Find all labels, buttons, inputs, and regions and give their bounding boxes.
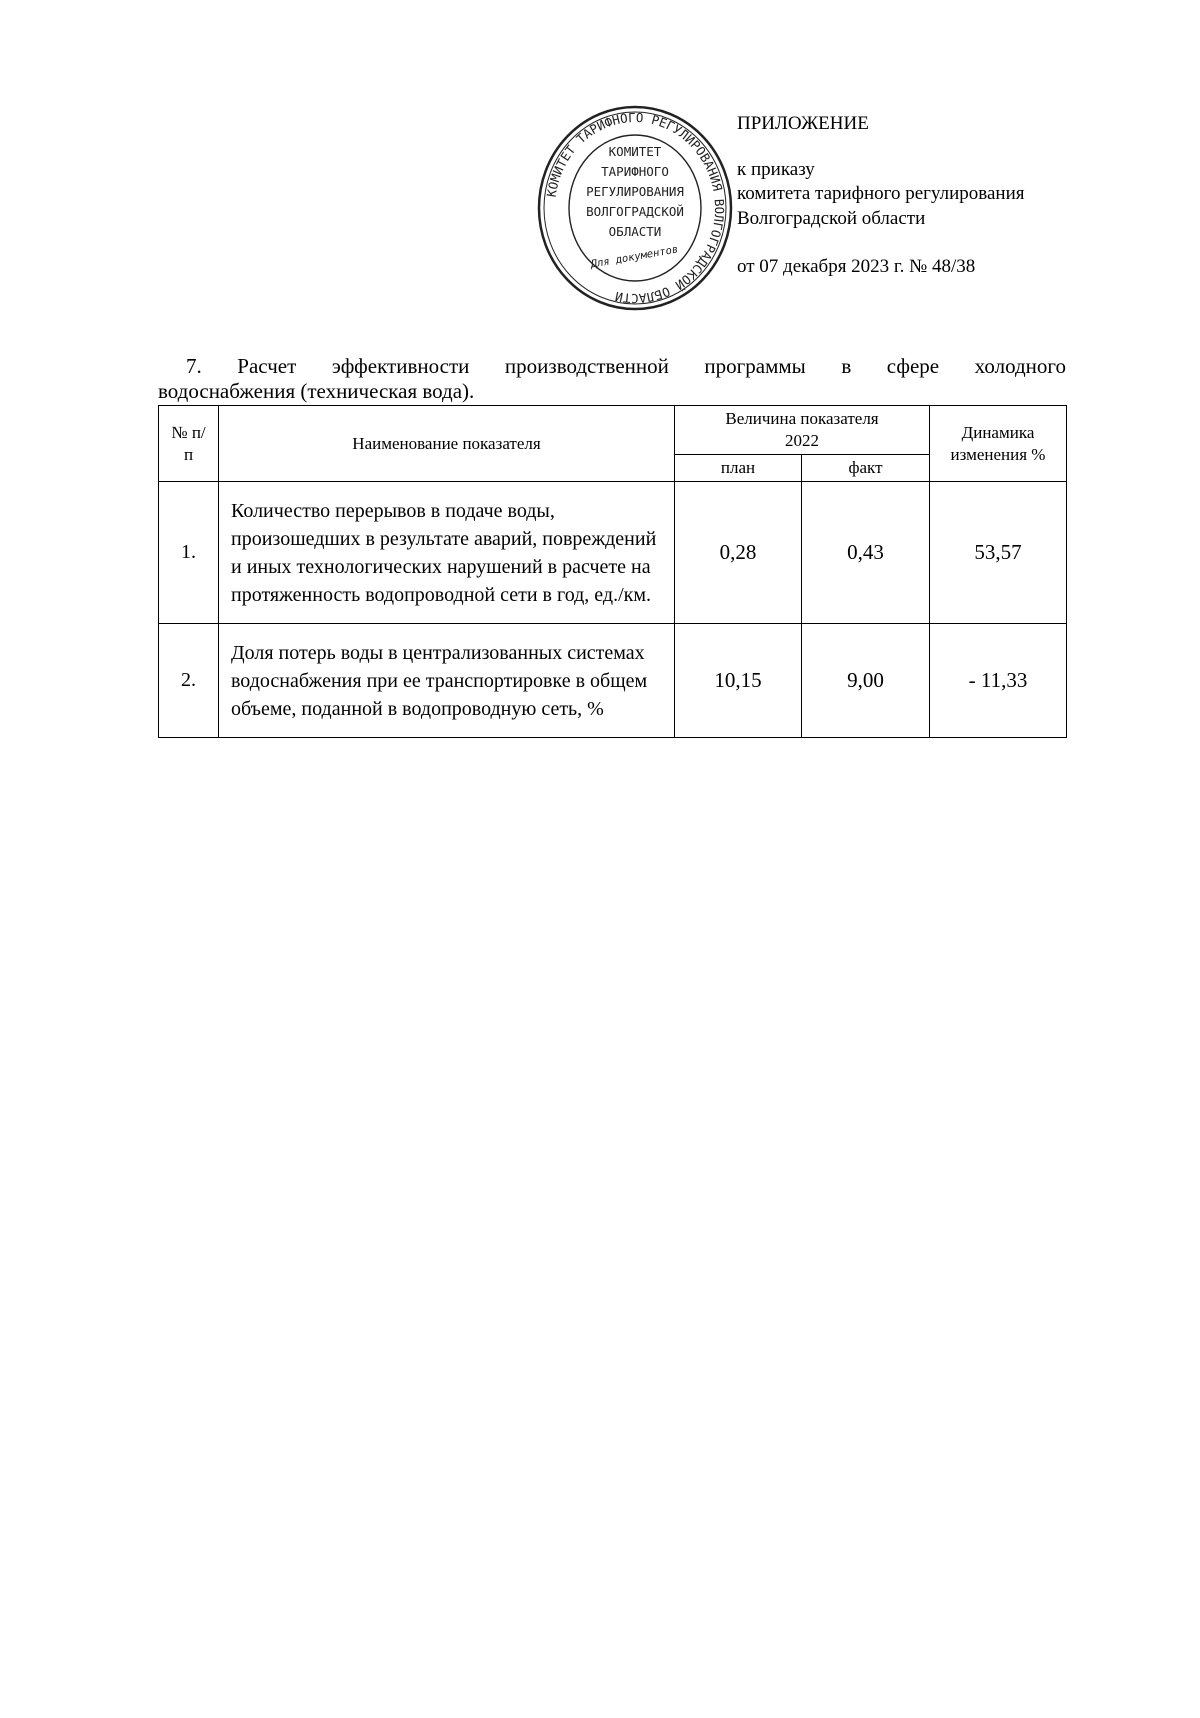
stamp-ring-text: КОМИТЕТ ТАРИФНОГО РЕГУЛИРОВАНИЯ ВОЛГОГРАДСКОЙ ОБЛАСТИ xyxy=(543,109,728,307)
row-indicator-name: Доля потерь воды в централизованных системах водоснабжения при ее транспортировке в общем объеме, поданной в водопроводную сеть, % xyxy=(219,624,675,738)
official-stamp xyxy=(536,104,734,312)
header-num: № п/п xyxy=(159,406,219,482)
appendix-line-4: от 07 декабря 2023 г. № 48/38 xyxy=(737,256,976,277)
header-plan: план xyxy=(675,455,802,482)
table-row xyxy=(159,624,1067,738)
row-plan-value: 10,15 xyxy=(675,624,802,738)
appendix-line-3: Волгоградской области xyxy=(737,208,926,229)
row-number: 2. xyxy=(159,624,219,738)
stamp-center-line-1: КОМИТЕТ xyxy=(608,144,662,159)
header-value: Величина показателя 2022 xyxy=(675,406,930,455)
header-name: Наименование показателя xyxy=(219,406,675,482)
stamp-bottom-text: Для документов xyxy=(589,243,680,271)
row-fact-value: 0,43 xyxy=(802,482,930,624)
row-fact-value: 9,00 xyxy=(802,624,930,738)
header-fact: факт xyxy=(802,455,930,482)
row-dynamics-value: - 11,33 xyxy=(930,624,1067,738)
appendix-title: ПРИЛОЖЕНИЕ xyxy=(737,113,869,134)
section-heading xyxy=(158,354,1066,404)
row-dynamics-value: 53,57 xyxy=(930,482,1067,624)
stamp-center-line-5: ОБЛАСТИ xyxy=(608,224,662,239)
stamp-center-line-3: РЕГУЛИРОВАНИЯ xyxy=(586,184,684,199)
row-indicator-name: Количество перерывов в подаче воды, произошедших в результате аварий, повреждений и иных технологических нарушений в расчете на протяженность водопроводной сети в год, ед./км. xyxy=(219,482,675,624)
table-row xyxy=(159,482,1067,624)
stamp-center-line-2: ТАРИФНОГО xyxy=(601,164,669,179)
row-number: 1. xyxy=(159,482,219,624)
heading-line-1: 7. Расчет эффективности производственной программы в сфере холодного xyxy=(186,354,1066,378)
table-header-row xyxy=(159,406,1067,455)
appendix-line-2: комитета тарифного регулирования xyxy=(737,183,1025,204)
appendix-line-1: к приказу xyxy=(737,159,815,180)
row-plan-value: 0,28 xyxy=(675,482,802,624)
header-dynamics: Динамика изменения % xyxy=(930,406,1067,482)
stamp-center-line-4: ВОЛГОГРАДСКОЙ xyxy=(586,204,684,219)
heading-line-2: водоснабжения (техническая вода). xyxy=(158,379,475,403)
efficiency-table xyxy=(158,405,1067,738)
